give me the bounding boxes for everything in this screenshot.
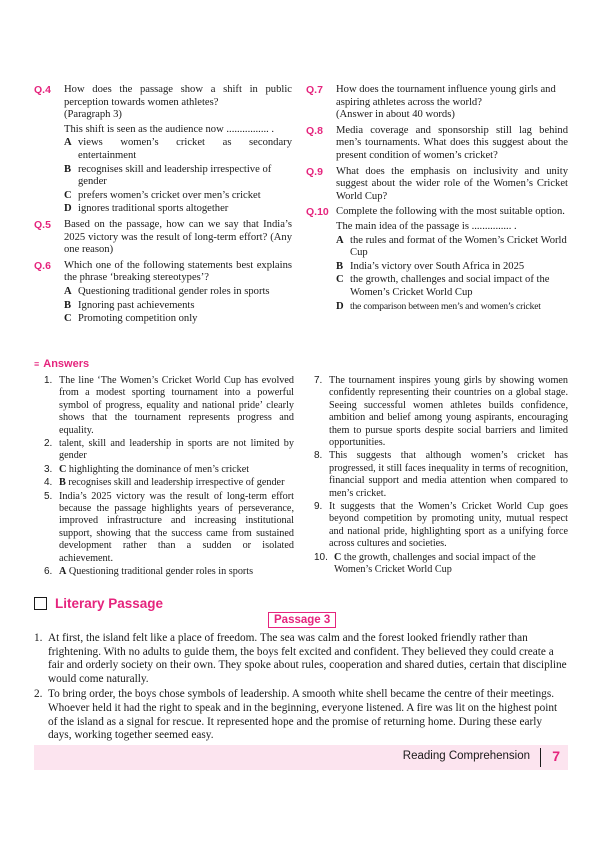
question-10 xyxy=(306,206,568,313)
answer-item xyxy=(44,438,294,463)
option xyxy=(336,261,568,274)
option-label: A xyxy=(336,234,344,246)
page-footer xyxy=(34,745,568,770)
answer-item xyxy=(44,375,294,437)
question-text: Media coverage and sponsorship still lag behind men’s tournaments. What does this suggest about the present condition of women’s cricket? xyxy=(336,124,568,161)
answer-number: 5. xyxy=(44,490,53,502)
option-text: views women’s cricket as secondary entertainment xyxy=(78,137,292,161)
list-icon: ≡ xyxy=(34,359,40,369)
option-label: D xyxy=(336,300,344,312)
question-number: Q.5 xyxy=(34,218,51,231)
answer-item xyxy=(44,566,294,578)
answer-option-label: C xyxy=(334,551,342,563)
option-label: C xyxy=(64,313,72,325)
answer-number: 8. xyxy=(314,450,323,462)
option-text: prefers women’s cricket over men’s cricket xyxy=(78,189,261,201)
answer-option-label: C xyxy=(59,463,67,475)
answer-item xyxy=(314,552,568,577)
answer-number: 2. xyxy=(44,438,53,450)
answers-heading xyxy=(34,358,89,370)
option-label: B xyxy=(64,163,72,175)
question-text: Based on the passage, how can we say that India’s 2025 victory was the result of long-term effort? (Any one reason) xyxy=(64,218,292,256)
option-text: India’s victory over South Africa in 2025 xyxy=(350,260,525,272)
answer-item xyxy=(44,477,294,489)
answers-heading-label: Answers xyxy=(43,358,90,370)
question-text: Which one of the following statements best explains the phrase ‘breaking stereotypes’? xyxy=(64,259,292,284)
answer-option-label: B xyxy=(59,477,66,489)
paragraph-text: To bring order, the boys chose symbols of leadership. A smooth white shell became the centre of their meetings. Whoever held it had the right to speak and in the beginning, everyone listened. A fire was lit on the highest point of the island as a signal for rescue. It represented hope and the promise of returning home. During these early days, working together seemed easy. xyxy=(48,688,558,742)
option-text: the rules and format of the Women’s Cricket World Cup xyxy=(350,234,567,259)
option-label: A xyxy=(64,137,72,149)
option xyxy=(64,313,292,326)
option xyxy=(64,164,292,189)
option-text: Ignoring past achievements xyxy=(78,299,195,311)
option xyxy=(64,300,292,313)
question-8 xyxy=(306,125,568,163)
question-text: What does the emphasis on inclusivity and unity suggest about the wider role of the Women’s Cricket World Cup? xyxy=(336,165,568,202)
option xyxy=(336,301,568,314)
option-text: recognises skill and leadership irrespective of gender xyxy=(78,163,272,188)
question-number: Q.8 xyxy=(306,124,323,137)
answers-left-column xyxy=(44,375,294,580)
left-question-column xyxy=(34,84,292,329)
answer-text: highlighting the dominance of men’s cricket xyxy=(68,463,250,475)
option xyxy=(64,203,292,216)
option xyxy=(64,286,292,299)
paragraph-number: 1. xyxy=(34,632,43,644)
question-text: How does the passage show a shift in public perception towards women athletes? xyxy=(64,84,292,108)
answer-option-label: A xyxy=(59,566,67,578)
option xyxy=(64,190,292,203)
answer-item xyxy=(44,464,294,476)
question-9 xyxy=(306,166,568,204)
option-text: ignores traditional sports altogether xyxy=(78,203,229,215)
option-label: D xyxy=(64,203,72,215)
option-text: the comparison between men’s and women’s cricket xyxy=(350,300,541,312)
passage-label: Passage 3 xyxy=(268,612,336,628)
question-text: Complete the following with the most suitable option. xyxy=(336,206,565,218)
question-subtext: (Paragraph 3) xyxy=(64,109,122,121)
answer-text: It suggests that the Women’s Cricket World Cup goes beyond competition by promoting unity, mutual respect and national pride, highlighting sport as a unifying force across cultures and societies. xyxy=(329,501,568,550)
footer-chapter-label: Reading Comprehension xyxy=(402,750,530,762)
answer-text: the growth, challenges and social impact of the Women’s Cricket World Cup xyxy=(334,551,536,576)
option xyxy=(64,137,292,162)
question-lead: The main idea of the passage is ............... . xyxy=(336,220,517,232)
question-number: Q.7 xyxy=(306,84,323,96)
question-number: Q.10 xyxy=(306,206,329,219)
page-number: 7 xyxy=(552,748,560,764)
question-4 xyxy=(34,84,292,216)
answer-text: Questioning traditional gender roles in sports xyxy=(68,566,254,578)
question-number: Q.9 xyxy=(306,165,323,178)
answer-number: 1. xyxy=(44,375,53,386)
section-title: Literary Passage xyxy=(55,596,164,611)
option-label: B xyxy=(336,260,344,272)
answer-number: 6. xyxy=(44,566,53,578)
question-text: How does the tournament influence young girls and aspiring athletes across the world? xyxy=(336,84,556,108)
question-subtext: (Answer in about 40 words) xyxy=(336,109,455,121)
answer-text: talent, skill and leadership in sports are not limited by gender xyxy=(59,438,294,462)
question-6 xyxy=(34,260,292,326)
question-5 xyxy=(34,219,292,257)
answer-item xyxy=(314,450,568,500)
answer-text: recognises skill and leadership irrespective of gender xyxy=(68,477,285,489)
option-text: Questioning traditional gender roles in sports xyxy=(78,285,270,297)
answer-text: This suggests that although women’s cricket has progressed, it still faces inequality in terms of recognition, financial support and media attention when compared to men’s cricket. xyxy=(329,450,568,499)
paragraph-number: 2. xyxy=(34,688,43,701)
answer-item xyxy=(44,491,294,565)
option xyxy=(336,274,568,299)
option-label: C xyxy=(64,189,72,201)
option-label: A xyxy=(64,285,72,297)
passage-paragraph xyxy=(34,688,568,742)
paragraph-text: At first, the island felt like a place of freedom. The sea was calm and the forest looked friendly rather than frightening. With no adults to guide them, the boys felt excited and confident. They believed they could create a fair and orderly society on their own. They spoke about rules, cooperation and shared duties, certain that discipline would come naturally. xyxy=(48,632,567,685)
option-label: C xyxy=(336,274,344,286)
option xyxy=(336,235,568,260)
answer-text: The line ‘The Women’s Cricket World Cup has evolved from a modest sporting tournament into a powerful symbol of progress, equality and national pride’ clearly shows that the tournament represents progress and equality. xyxy=(59,375,294,436)
option-text: Promoting competition only xyxy=(78,313,198,325)
question-number: Q.4 xyxy=(34,84,51,96)
passage-paragraph xyxy=(34,632,568,686)
answer-number: 10. xyxy=(314,551,328,563)
checkbox-square-icon xyxy=(34,597,47,610)
answer-item xyxy=(314,501,568,551)
answer-text: India’s 2025 victory was the result of long-term effort because the passage highlights years of perseverance, improved infrastructure and increasing institutional support, showing that the success came from sustained development rather than a sudden or isolated achievement. xyxy=(59,490,294,564)
answer-item xyxy=(314,375,568,449)
question-number: Q.6 xyxy=(34,259,51,272)
footer-divider xyxy=(540,748,542,767)
question-7 xyxy=(306,84,568,122)
answer-text: The tournament inspires young girls by showing women confidently representing their countries on a global stage. Seeing successful women athletes builds confidence, ambition and belief among young aspirants, encouraging them to pursue sports despite social barriers and limited opportunities. xyxy=(329,375,568,449)
passage-body xyxy=(34,632,568,745)
answer-number: 9. xyxy=(314,501,323,513)
answer-number: 4. xyxy=(44,477,53,489)
answer-number: 7. xyxy=(314,375,323,386)
answers-right-column xyxy=(314,375,568,578)
section-heading xyxy=(34,596,163,611)
right-question-column xyxy=(306,84,568,316)
option-label: B xyxy=(64,299,72,311)
answer-number: 3. xyxy=(44,463,53,475)
option-text: the growth, challenges and social impact of the Women’s Cricket World Cup xyxy=(350,274,550,298)
question-lead: This shift is seen as the audience now ................ . xyxy=(64,123,275,135)
